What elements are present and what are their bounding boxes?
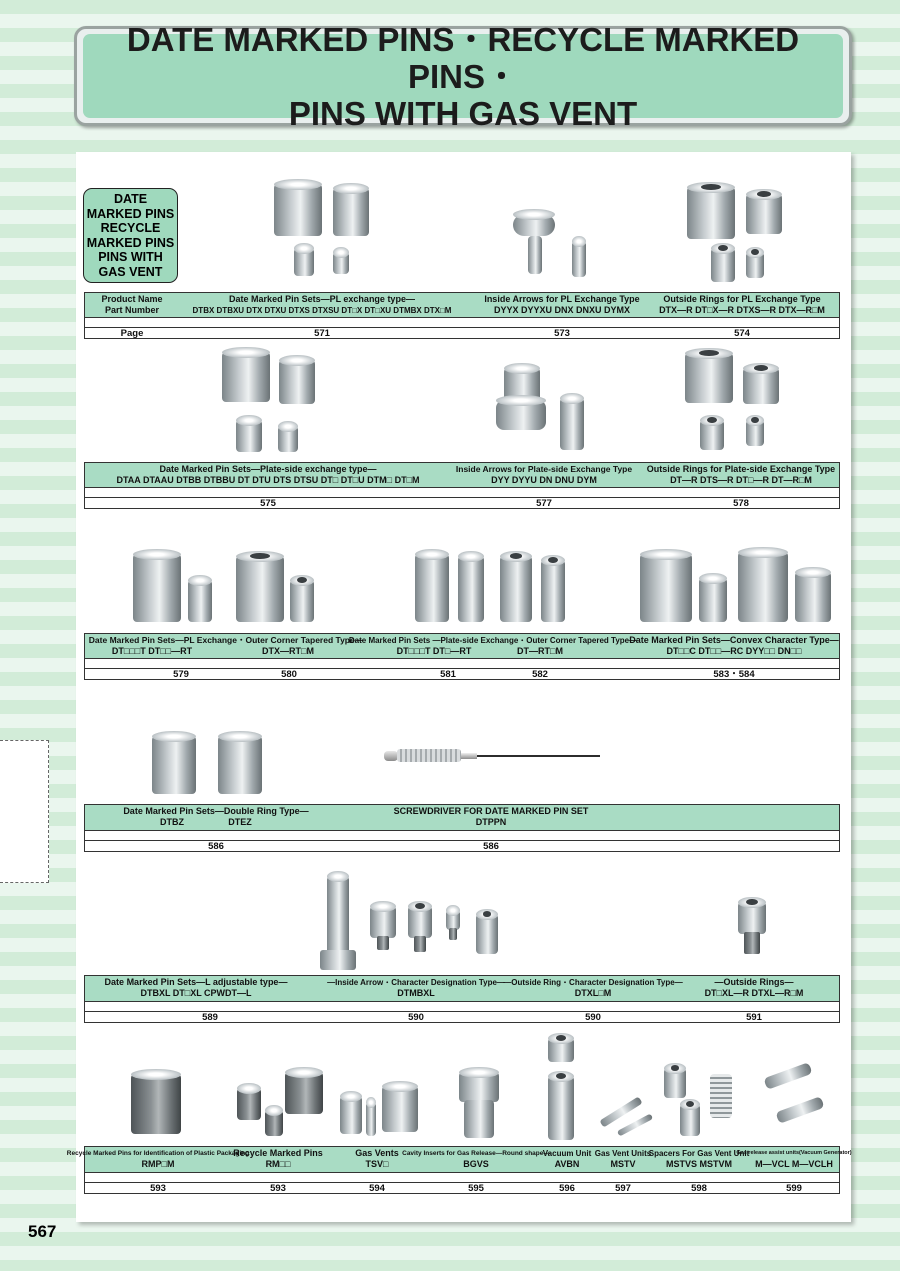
badge-line: DATE xyxy=(113,192,148,206)
page-ref: 595 xyxy=(468,1183,484,1194)
part-number: DT―R DTS―R DT□―R DT―R□M xyxy=(670,475,812,485)
part-number: DTX―R DT□X―R DTXS―R DTX―R□M xyxy=(659,305,825,315)
product-name: Recycle Marked Pins for Identification of Plastic Packaging xyxy=(66,1150,250,1157)
page-ref: 598 xyxy=(691,1183,707,1194)
part-number: BGVS xyxy=(463,1159,489,1169)
product-name: Cavity Inserts for Gas Release―Round shape― xyxy=(402,1150,550,1157)
page-ref: 590 xyxy=(585,1012,601,1023)
part-number: DT□□□T DT□□―RT xyxy=(111,646,193,656)
product-name: Gas Vents xyxy=(355,1148,399,1158)
page-label: Page xyxy=(120,328,144,339)
page-ref: 594 xyxy=(369,1183,385,1194)
spec-row-6 xyxy=(66,1146,852,1194)
product-name: SCREWDRIVER FOR DATE MARKED PIN SET xyxy=(393,806,589,816)
title-banner xyxy=(74,20,852,132)
product-name: Gas release assist units(Vacuum Generator) xyxy=(736,1150,852,1156)
part-number: DT□□□T DT□―RT xyxy=(396,646,472,656)
badge-line: RECYCLE xyxy=(100,221,161,236)
margin-tab xyxy=(0,740,49,883)
badge-line: MARKED PINS xyxy=(86,206,175,221)
title-line-2: PINS WITH GAS VENT xyxy=(288,94,638,132)
title-plate xyxy=(83,20,843,132)
part-number: MSTV xyxy=(610,1159,636,1169)
part-number: DYY DYYU DN DNU DYM xyxy=(491,475,597,485)
spec-row-1 xyxy=(84,292,840,339)
part-number-label: Part Number xyxy=(104,305,160,315)
product-name: Date Marked Pin Sets―Plate-side exchange type― xyxy=(159,464,377,474)
product-name: Date Marked Pin Sets―PL exchange type― xyxy=(229,294,415,304)
part-number: DT□□C DT□□―RC DYY□□ DN□□ xyxy=(666,646,802,656)
part-number: DTMBXL xyxy=(397,988,435,998)
page-ref: 581 xyxy=(440,669,456,680)
part-number: RM□□ xyxy=(265,1159,291,1169)
product-name: Outside Rings for Plate-side Exchange Type xyxy=(646,464,836,474)
product-name: Date Marked Pin Sets―PL Exchange・Outer Corner Tapered Type― xyxy=(88,635,364,645)
product-name: ―Outside Ring・Character Designation Type― xyxy=(503,978,683,987)
part-number: RMP□M xyxy=(141,1159,175,1169)
product-name: Gas Vent Units xyxy=(594,1149,652,1158)
page-ref: 583・584 xyxy=(713,669,755,680)
part-number: DTAA DTAAU DTBB DTBBU DT DTU DTS DTSU DT□ DT□U DTM□ DT□M xyxy=(116,475,420,485)
page-number: 567 xyxy=(28,1222,57,1241)
product-name: Recycle Marked Pins xyxy=(233,1148,323,1158)
product-name: Outside Rings for PL Exchange Type xyxy=(663,294,821,304)
category-badge xyxy=(83,188,178,283)
page-ref: 579 xyxy=(173,669,189,680)
page-ref: 597 xyxy=(615,1183,631,1194)
product-name: ―Inside Arrow・Character Designation Type― xyxy=(327,978,505,987)
page-ref: 596 xyxy=(559,1183,575,1194)
product-name: Date Marked Pin Sets―L adjustable type― xyxy=(104,977,288,987)
part-number: DTBZ xyxy=(160,817,184,827)
part-number: DTXL□M xyxy=(574,988,612,998)
product-name: Vacuum Unit xyxy=(542,1149,592,1158)
page-ref: 589 xyxy=(202,1012,218,1023)
title-line-1: DATE MARKED PINS・RECYCLE MARKED PINS・ xyxy=(126,20,800,95)
spec-row-4 xyxy=(84,804,840,852)
page-ref: 573 xyxy=(554,328,570,339)
part-number: DTBX DTBXU DTX DTXU DTXS DTXSU DT□X DT□XU DTMBX DTX□M xyxy=(192,306,452,315)
page-ref: 591 xyxy=(746,1012,762,1023)
badge-line: PINS WITH xyxy=(98,250,163,265)
page-title xyxy=(83,21,843,132)
page-ref: 593 xyxy=(270,1183,286,1194)
part-number: DTEZ xyxy=(228,817,252,827)
page-ref: 593 xyxy=(150,1183,166,1194)
product-name: Date Marked Pin Sets―Double Ring Type― xyxy=(123,806,309,816)
spec-row-5 xyxy=(84,975,840,1023)
spec-row-3 xyxy=(84,633,840,680)
part-number: DTPPN xyxy=(475,817,507,827)
product-name: Inside Arrows for Plate-side Exchange Type xyxy=(455,464,633,474)
part-number: DT―RT□M xyxy=(517,646,563,656)
page-ref: 599 xyxy=(786,1183,802,1194)
part-number: AVBN xyxy=(554,1159,580,1169)
page-ref: 590 xyxy=(408,1012,424,1023)
product-name: Date Marked Pin Sets―Convex Character Type― xyxy=(629,635,839,645)
page-ref: 586 xyxy=(483,841,499,852)
page-ref: 577 xyxy=(536,498,552,509)
page-ref: 586 xyxy=(208,841,224,852)
page-ref: 574 xyxy=(734,328,750,339)
part-number: DTBXL DT□XL CPWDT―L xyxy=(140,988,252,998)
part-number: DTX―RT□M xyxy=(262,646,314,656)
part-number: M―VCL M―VCLH xyxy=(755,1159,833,1169)
page-ref: 575 xyxy=(260,498,276,509)
part-number: MSTVS MSTVM xyxy=(665,1159,733,1169)
product-name-label: Product Name xyxy=(101,294,163,304)
badge-line: GAS VENT xyxy=(98,264,163,279)
badge-line: MARKED PINS xyxy=(86,235,175,250)
part-number: TSV□ xyxy=(365,1159,389,1169)
product-name: Spacers For Gas Vent Unit xyxy=(648,1149,750,1158)
page-ref: 580 xyxy=(281,669,297,680)
part-number: DT□XL―R DTXL―R□M xyxy=(704,988,804,998)
page-ref: 582 xyxy=(532,669,548,680)
product-name: ―Outside Rings― xyxy=(714,977,794,987)
spec-row-2 xyxy=(84,462,840,509)
page-ref: 578 xyxy=(733,498,749,509)
product-name: Date Marked Pin Sets ―Plate-side Exchange・Outer Corner Tapered Type― xyxy=(348,636,638,645)
product-name: Inside Arrows for PL Exchange Type xyxy=(484,294,640,304)
page-ref: 571 xyxy=(314,328,330,339)
part-number: DYYX DYYXU DNX DNXU DYMX xyxy=(493,305,631,315)
